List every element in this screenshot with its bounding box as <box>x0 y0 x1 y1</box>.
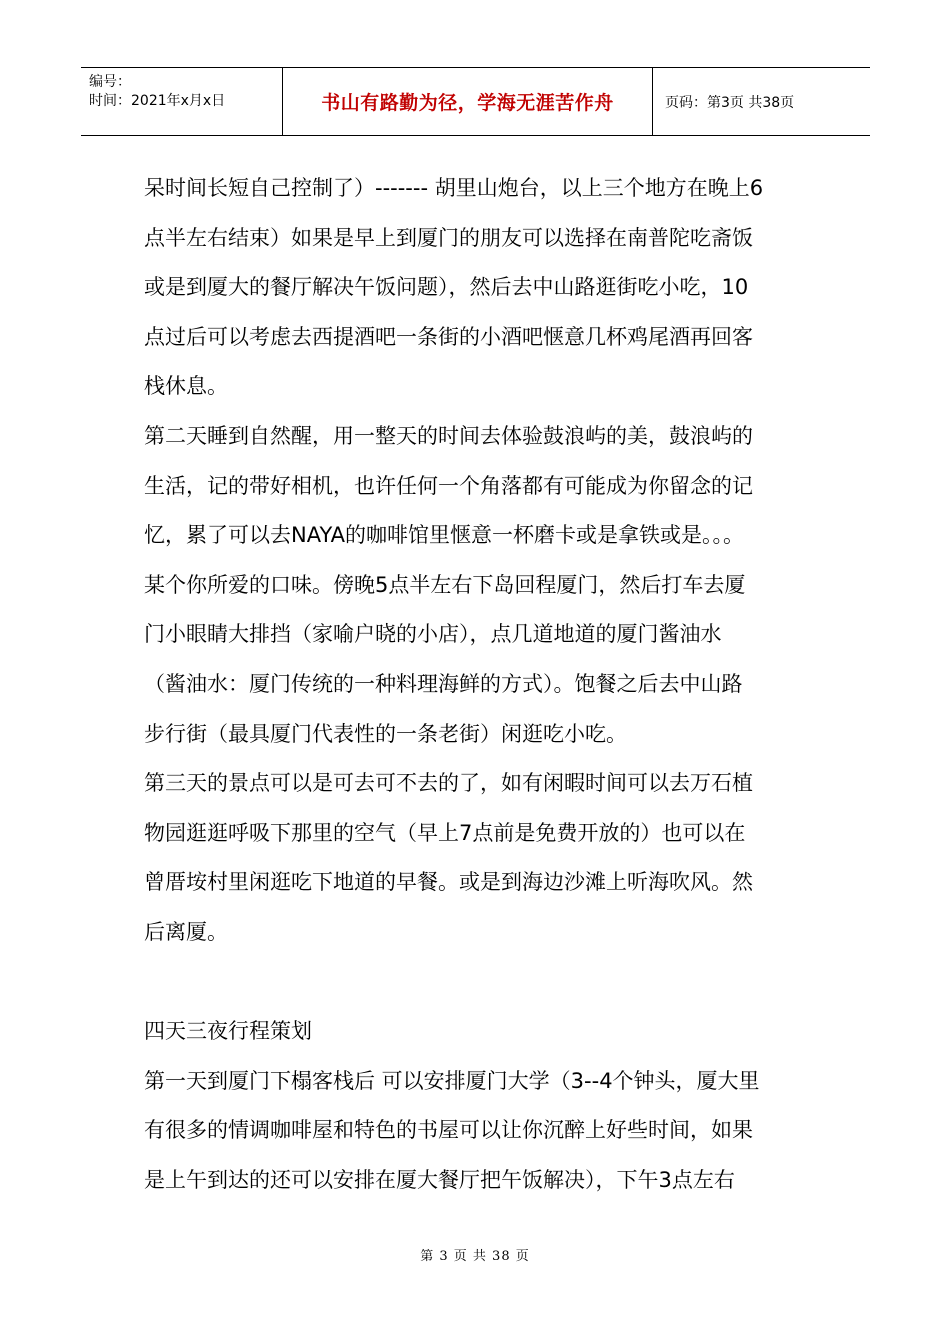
text-line: 或是到厦大的餐厅解决午饭问题），然后去中山路逛街吃小吃，10 <box>144 275 749 300</box>
text-line: （酱油水：厦门传统的一种料理海鲜的方式）。饱餐之后去中山路 <box>144 671 743 696</box>
text-line: 某个你所爱的口味。傍晚5点半左右下岛回程厦门，然后打车去厦 <box>144 572 746 597</box>
text-line: 生活，记的带好相机，也许任何一个角落都有可能成为你留念的记 <box>144 473 753 498</box>
text-line: 后离厦。 <box>144 919 228 944</box>
text-line: 第一天到厦门下榻客栈后 可以安排厦门大学（3--4个钟头，厦大里 <box>144 1068 760 1093</box>
text-line: 步行街（最具厦门代表性的一条老街）闲逛吃小吃。 <box>144 721 627 746</box>
text-line: 第二天睡到自然醒，用一整天的时间去体验鼓浪屿的美，鼓浪屿的 <box>144 423 753 448</box>
header-meta-cell <box>81 68 283 135</box>
text-line: 呆时间长短自己控制了）------- 胡里山炮台，以上三个地方在晚上6 <box>144 176 764 200</box>
header-motto: 书山有路勤为径，学海无涯苦作舟 <box>321 92 614 114</box>
text-line: 忆，累了可以去NAYA的咖啡馆里惬意一杯磨卡或是拿铁或是。。。 <box>144 523 745 548</box>
header-page-cell <box>653 68 870 135</box>
header-motto-cell <box>283 68 653 135</box>
header-page-info: 页码：第3页 共38页 <box>665 94 795 111</box>
body-text <box>144 164 824 1205</box>
blank-line <box>144 958 824 1008</box>
text-line: 点过后可以考虑去西提酒吧一条街的小酒吧惬意几杯鸡尾酒再回客 <box>144 324 753 349</box>
text-line: 四天三夜行程策划 <box>144 1019 312 1044</box>
document-time-label: 时间：2021年x月x日 <box>89 93 226 109</box>
page-header <box>81 67 870 136</box>
text-line: 物园逛逛呼吸下那里的空气（早上7点前是免费开放的）也可以在 <box>144 820 746 845</box>
text-line: 第三天的景点可以是可去可不去的了，如有闲暇时间可以去万石植 <box>144 771 753 796</box>
text-line: 栈休息。 <box>144 374 228 399</box>
text-line: 是上午到达的还可以安排在厦大餐厅把午饭解决），下午3点左右 <box>144 1167 735 1192</box>
page-footer: 第 3 页 共 38 页 <box>420 1249 530 1264</box>
text-line: 曾厝垵村里闲逛吃下地道的早餐。或是到海边沙滩上听海吹风。然 <box>144 870 753 895</box>
text-line: 有很多的情调咖啡屋和特色的书屋可以让你沉醉上好些时间，如果 <box>144 1118 753 1143</box>
text-line: 门小眼睛大排挡（家喻户晓的小店），点几道地道的厦门酱油水 <box>144 622 722 647</box>
document-number-label: 编号： <box>89 74 131 90</box>
text-line: 点半左右结束）如果是早上到厦门的朋友可以选择在南普陀吃斋饭 <box>144 225 753 250</box>
